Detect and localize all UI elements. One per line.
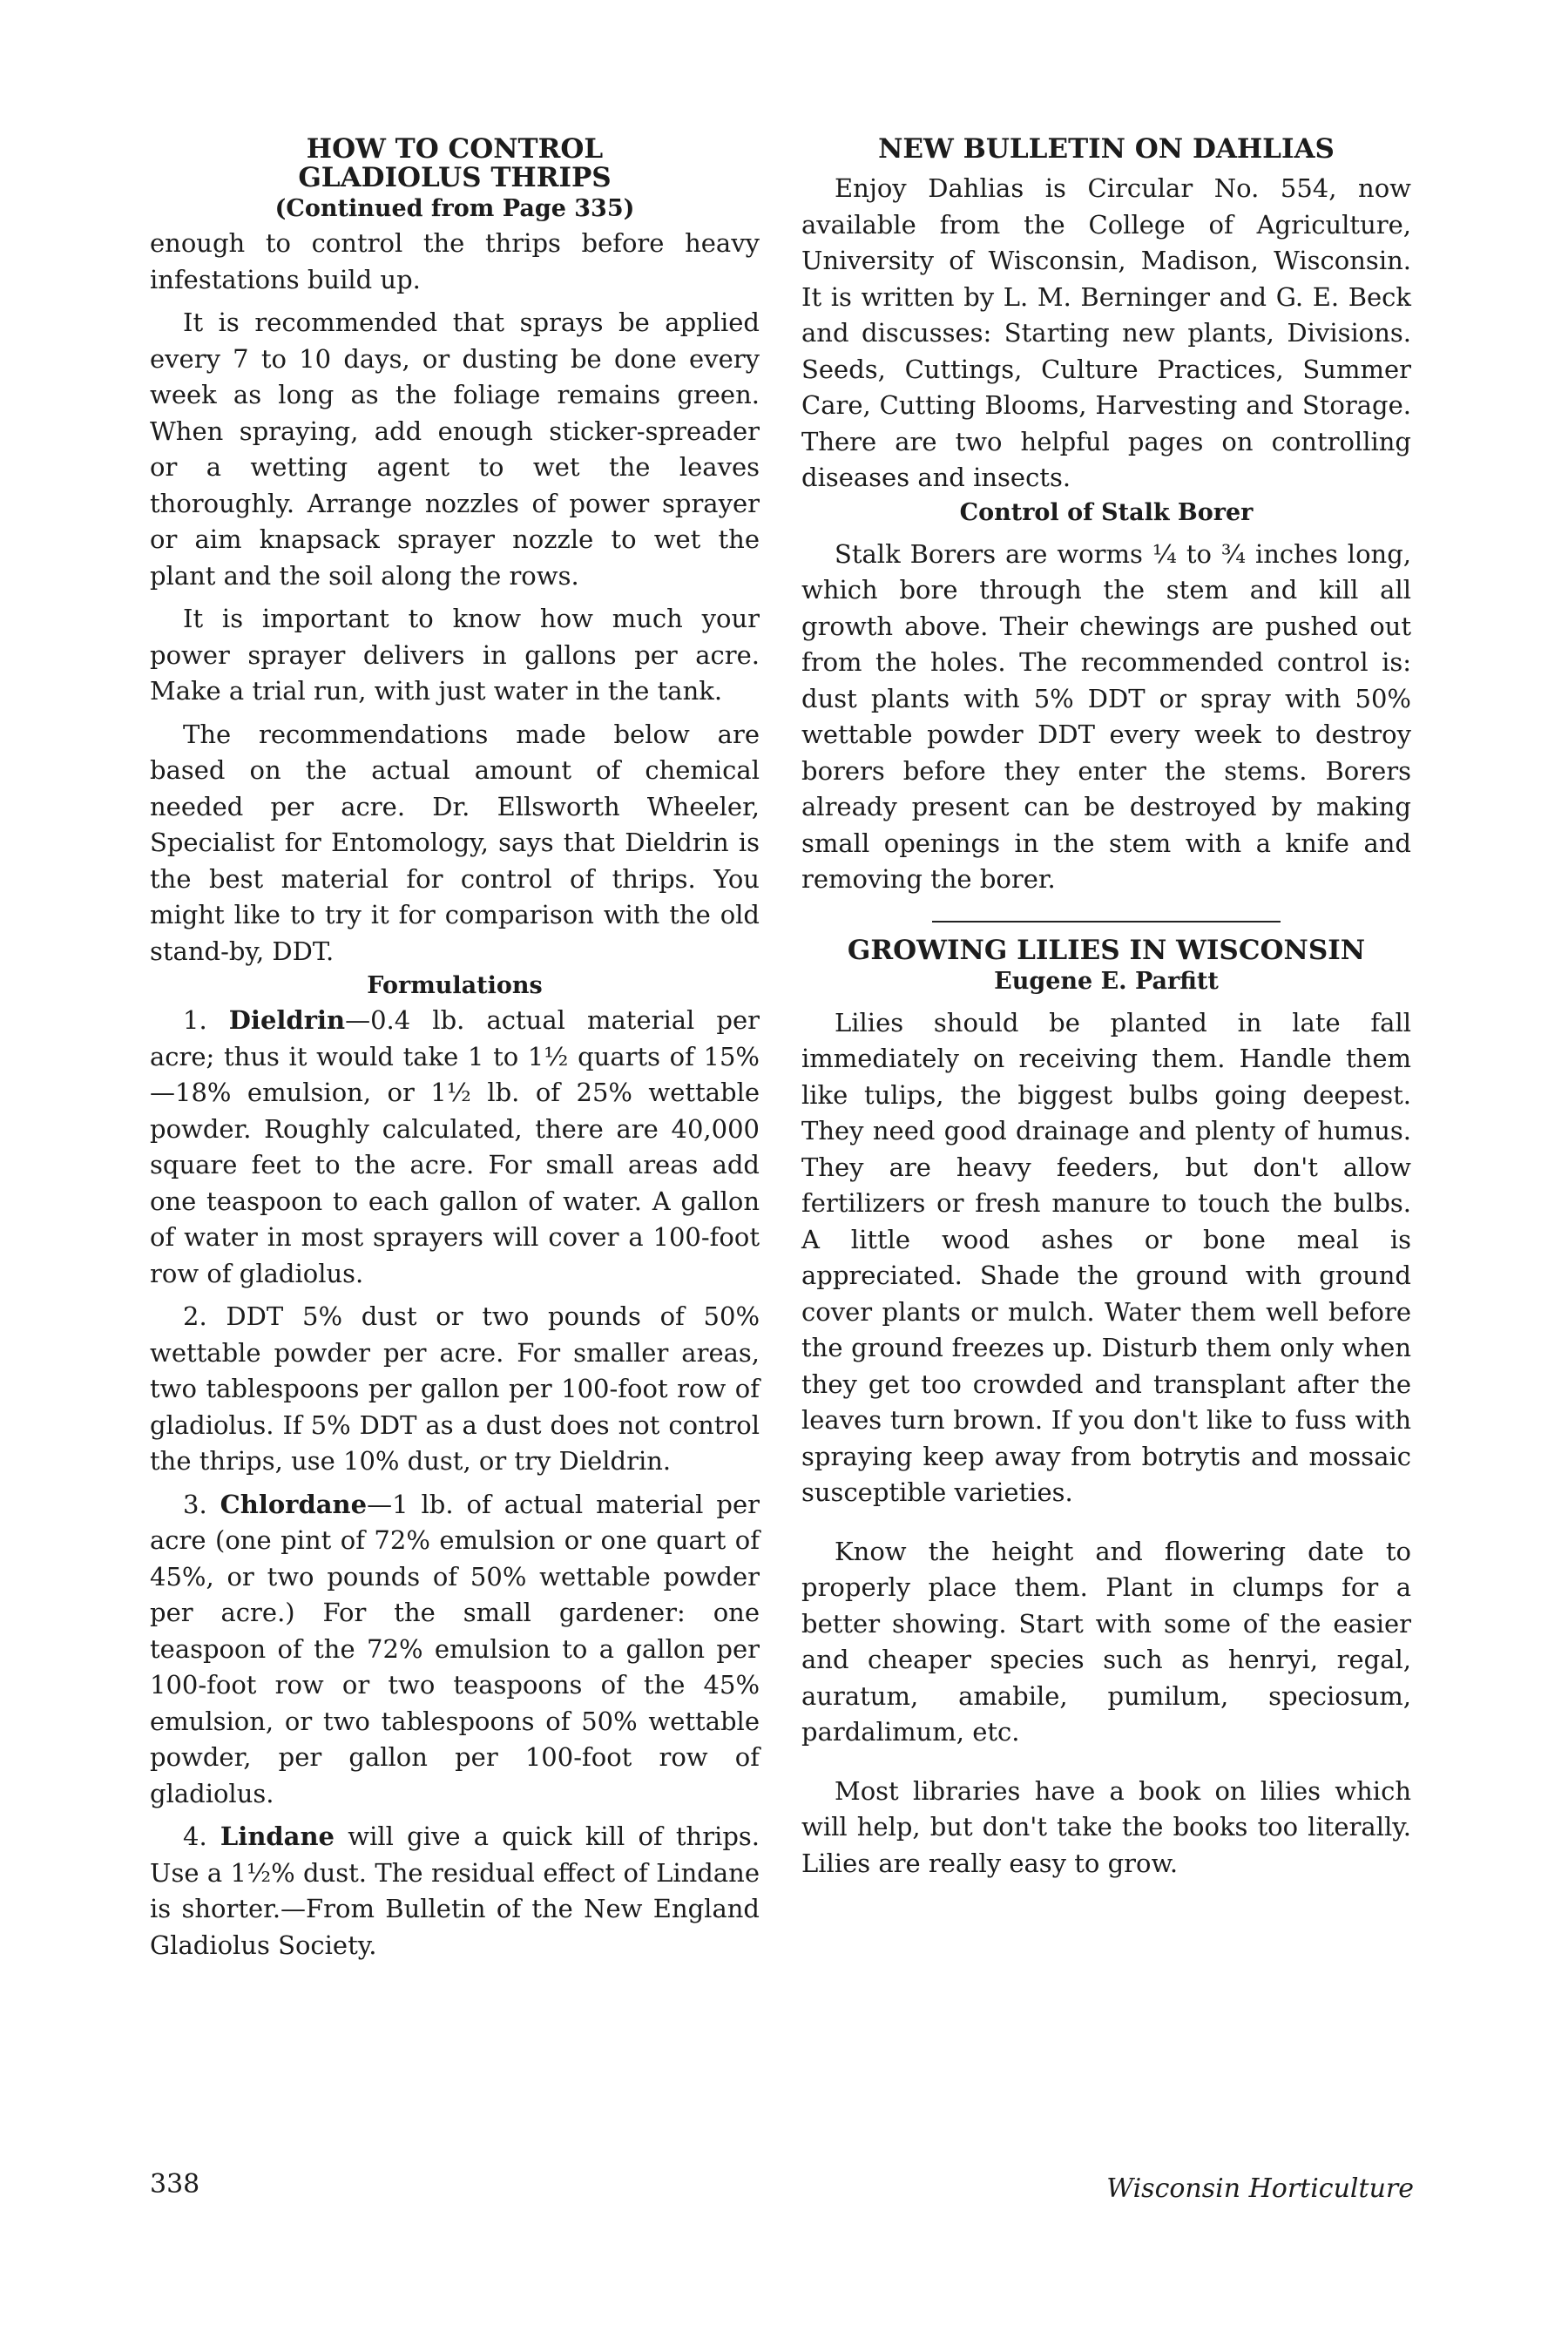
title-line-2: GLADIOLUS THRIPS (298, 162, 612, 193)
formulation-text: —1 lb. of actual material per acre (one pint of 72% emulsion or one quart of 45%, or two pounds of 50% wettable powder per acre.) For the small gardener: one teaspoon of the 72% emulsion to a gallon per 100-foot row or two teaspoons of the 45% emulsion, or two tablespoons of 50% wettable powder, per gallon per 100-foot row of gladiolus. (150, 1489, 760, 1808)
paragraph: enough to control the thrips before heavy infestations build up. (150, 228, 760, 294)
right-column (801, 135, 1411, 1882)
page-number: 338 (150, 2169, 200, 2200)
paragraph: Enjoy Dahlias is Circular No. 554, now available from the College of Agriculture, University of Wisconsin, Madison, Wisconsin. It is written by L. M. Berninger and G. E. Beck and discusses: Starting new plants, Divisions. Seeds, Cuttings, Culture Practices, Summer Care, Cutting Blooms, Harvesting and Storage. There are two helpful pages on controlling diseases and insects. (801, 173, 1411, 492)
paragraph: Most libraries have a book on lilies which will help, but don't take the books too literally. Lilies are really easy to grow. (801, 1775, 1411, 1878)
formulation-number: 4. (183, 1821, 207, 1851)
formulation-text: will give a quick kill of thrips. Use a 1½% dust. The residual effect of Lindane is shorter.—From Bulletin of the New England Gladiolus Society. (150, 1821, 760, 1960)
left-column (150, 135, 760, 1963)
lilies-title: GROWING LILIES IN WISCONSIN (847, 934, 1366, 966)
dahlia-title: NEW BULLETIN ON DAHLIAS (878, 133, 1335, 165)
formulation-4 (150, 1819, 760, 1963)
formulation-3 (150, 1487, 760, 1813)
title-line-1: HOW TO CONTROL (306, 133, 604, 165)
formulation-1 (150, 1003, 760, 1292)
chemical-name: Lindane (220, 1821, 335, 1851)
paragraph: The recommendations made below are based on the actual amount of chemical needed per acre. Dr. Ellsworth Wheeler, Specialist for Entomology, says that Dieldrin is the best material for control of thrips. You might like to try it for comparison with the old stand-by, DDT. (150, 719, 760, 966)
paragraph: Stalk Borers are worms ¼ to ¾ inches long, which bore through the stem and kill all growth above. Their chewings are pushed out from the holes. The recommended control is: dust plants with 5% DDT or spray with 50% wettable powder DDT every week to destroy borers before they enter the stems. Borers already present can be destroyed by making small openings in the stem with a knife and removing the borer. (801, 538, 1411, 894)
formulations-heading: Formulations (367, 972, 543, 999)
section-divider (932, 921, 1281, 923)
formulation-text: —0.4 lb. actual material per acre; thus it would take 1 to 1½ quarts of 15%—18% emulsion, or 1½ lb. of 25% wettable powder. Roughly calculated, there are 40,000 square feet to the acre. For small areas add one teaspoon to each gallon of water. A gallon of water in most sprayers will cover a 100-foot row of gladiolus. (150, 1005, 760, 1288)
article-title (150, 135, 760, 193)
paragraph: Know the height and flowering date to properly place them. Plant in clumps for a better showing. Start with some of the easier and cheaper species such as henryi, regal, auratum, amabile, pumilum, speciosum, pardalimum, etc. (801, 1536, 1411, 1747)
formulation-2: 2. DDT 5% dust or two pounds of 50% wettable powder per acre. For smaller areas, two tablespoons per gallon per 100-foot row of gladiolus. If 5% DDT as a dust does not control the thrips, use 10% dust, or try Dieldrin. (150, 1301, 760, 1476)
lilies-author: Eugene E. Parfitt (994, 967, 1219, 995)
paragraph: It is recommended that sprays be applied every 7 to 10 days, or dusting be done every week as long as the foliage remains green. When spraying, add enough sticker-spreader or a wetting agent to wet the leaves thoroughly. Arrange nozzles of power sprayer or aim knapsack sprayer nozzle to wet the plant and the soil along the rows. (150, 308, 760, 591)
continued-note: (Continued from Page 335) (274, 195, 635, 222)
chemical-name: Dieldrin (228, 1005, 346, 1035)
formulation-number: 3. (183, 1489, 207, 1519)
stalk-borer-heading: Control of Stalk Borer (959, 498, 1254, 526)
paragraph: It is important to know how much your power sprayer delivers in gallons per acre. Make a trial run, with just water in the tank. (150, 604, 760, 706)
publication-name: Wisconsin Horticulture (1106, 2173, 1414, 2204)
paragraph: Lilies should be planted in late fall immediately on receiving them. Handle them like tulips, the biggest bulbs going deepest. They need good drainage and plenty of humus. They are heavy feeders, but don't allow fertilizers or fresh manure to touch the bulbs. A little wood ashes or bone meal is appreciated. Shade the ground with ground cover plants or mulch. Water them well before the ground freezes up. Disturb them only when they get too crowded and transplant after the leaves turn brown. If you don't like to fuss with spraying keep away from botrytis and mossaic susceptible varieties. (801, 1007, 1411, 1507)
formulation-number: 1. (183, 1005, 207, 1035)
chemical-name: Chlordane (220, 1489, 368, 1519)
